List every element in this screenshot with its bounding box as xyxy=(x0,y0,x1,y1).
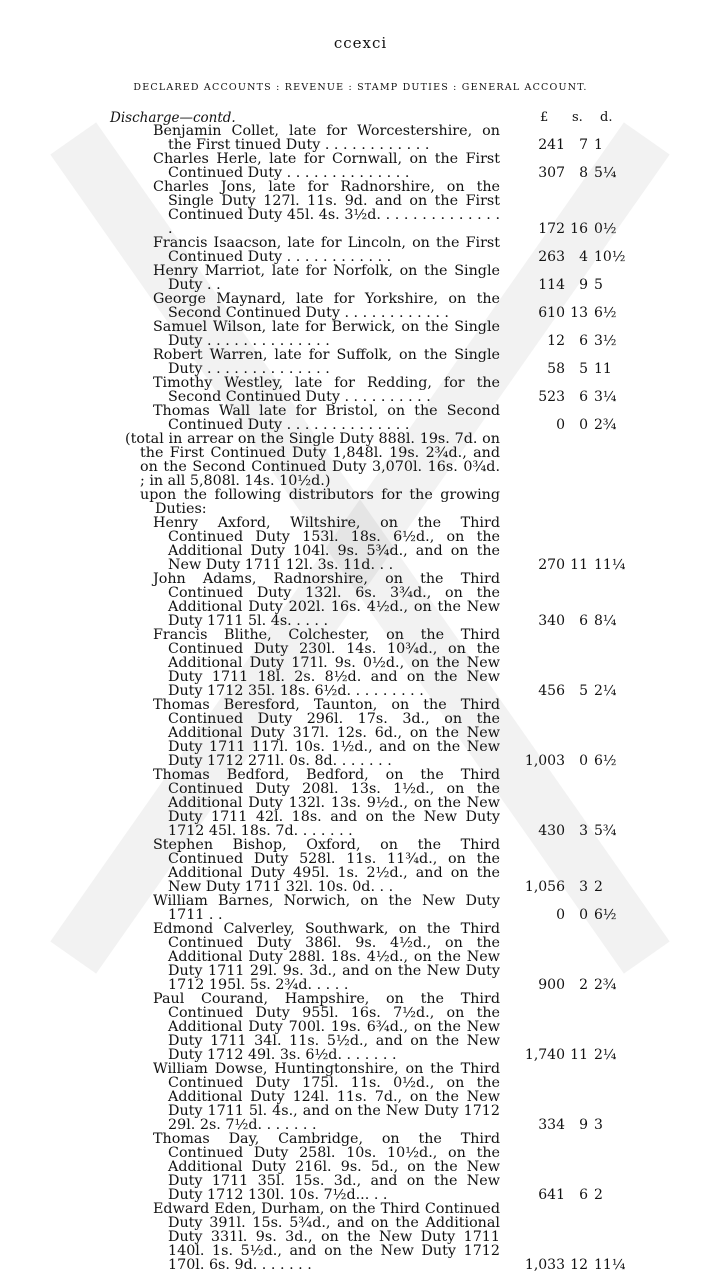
entry-text: Robert Warren, late for Suffolk, on the Single Duty . . . . . . . . . . . . . . xyxy=(153,347,500,377)
account-entry xyxy=(0,572,721,628)
entry-text: Samuel Wilson, late for Berwick, on the Single Duty . . . . . . . . . . . . . . xyxy=(153,319,500,349)
amount-shillings: 11 xyxy=(570,1047,588,1063)
amount-pence: 11¼ xyxy=(594,1257,626,1273)
account-entry xyxy=(0,1202,721,1272)
amount-pounds: 456 xyxy=(538,683,565,699)
amount-pence: 2¼ xyxy=(594,683,617,699)
amount-pounds: 270 xyxy=(538,557,565,573)
amount-pence: 2¼ xyxy=(594,1047,617,1063)
entry-text: Thomas Bedford, Bedford, on the Third Continued Duty 208l. 13s. 1½d., on the Additional Duty 132l. 13s. 9½d., on the New Duty 1711 42l. 18s. and on the New Duty 1712 45l. 18s. 7d. . . . . . . xyxy=(153,767,500,839)
entry-text: Thomas Day, Cambridge, on the Third Continued Duty 258l. 10s. 10½d., on the Additional Duty 216l. 9s. 5d., on the New Duty 1711 35l. 15s. 3d., and on the New Duty 1712 130l. 10s. 7½d... . . xyxy=(153,1131,500,1203)
entry-text: Francis Isaacson, late for Lincoln, on the First Continued Duty . . . . . . . . . . . . xyxy=(153,235,500,265)
amount-pence: 3 xyxy=(594,1117,603,1133)
amount-pounds: 430 xyxy=(538,823,565,839)
page-number: ccexci xyxy=(333,34,388,52)
amount-shillings: 2 xyxy=(579,977,588,993)
account-entry xyxy=(0,376,721,404)
account-entry xyxy=(0,320,721,348)
entry-text: (total in arrear on the Single Duty 888l. 19s. 7d. on the First Continued Duty 1,848l. 19s. 2¾d., and on the Second Continued Duty 3,070l. 16s. 0¾d. ; in all 5,808l. 14s. 10½d.) xyxy=(125,431,500,489)
account-entries xyxy=(0,124,721,1272)
account-entry xyxy=(0,404,721,432)
account-entry xyxy=(0,768,721,838)
entry-text: John Adams, Radnorshire, on the Third Continued Duty 132l. 6s. 3¾d., on the Additional Duty 202l. 16s. 4½d., on the New Duty 1711 5l. 4s. . . . . xyxy=(153,571,500,629)
amount-shillings: 4 xyxy=(579,249,588,265)
amount-pence: 2 xyxy=(594,1187,603,1203)
amount-shillings: 0 xyxy=(579,417,588,433)
entry-text: Stephen Bishop, Oxford, on the Third Continued Duty 528l. 11s. 11¾d., on the Additional Duty 495l. 1s. 2½d., and on the New Duty 1711 32l. 10s. 0d. . . xyxy=(153,837,500,895)
amount-pence: 5¼ xyxy=(594,165,617,181)
amount-shillings: 13 xyxy=(570,305,588,321)
amount-pounds: 241 xyxy=(538,137,565,153)
amount-shillings: 3 xyxy=(579,823,588,839)
account-entry xyxy=(0,488,721,516)
amount-shillings: 12 xyxy=(570,1257,588,1273)
account-entry xyxy=(0,152,721,180)
amount-shillings: 6 xyxy=(579,389,588,405)
entry-text: Thomas Wall late for Bristol, on the Second Continued Duty . . . . . . . . . . . . . . xyxy=(153,403,500,433)
account-entry xyxy=(0,838,721,894)
amount-shillings: 8 xyxy=(579,165,588,181)
amount-pounds: 12 xyxy=(547,333,565,349)
entry-text: William Dowse, Huntingtonshire, on the Third Continued Duty 175l. 11s. 0½d., on the Additional Duty 124l. 11s. 7d., on the New Duty 1711 5l. 4s., and on the New Duty 1712 29l. 2s. 7½d. . . . . . . xyxy=(153,1061,500,1133)
amount-pence: 11 xyxy=(594,361,612,377)
amount-shillings: 5 xyxy=(579,361,588,377)
entry-text: Benjamin Collet, late for Worcestershire, on the First tinued Duty . . . . . . . . . . . . xyxy=(153,123,500,153)
amount-shillings: 7 xyxy=(579,137,588,153)
account-entry xyxy=(0,1132,721,1202)
pounds-column-header: £ xyxy=(540,110,549,125)
amount-shillings: 0 xyxy=(579,753,588,769)
amount-pounds: 334 xyxy=(538,1117,565,1133)
amount-pounds: 340 xyxy=(538,613,565,629)
entry-text: Edmond Calverley, Southwark, on the Third Continued Duty 386l. 9s. 4½d., on the Additional Duty 288l. 18s. 4½d., on the New Duty 1711 29l. 9s. 3d., and on the New Duty 1712 195l. 5s. 2¾d. . . . . xyxy=(153,921,500,993)
entry-text: Francis Blithe, Colchester, on the Third Continued Duty 230l. 14s. 10¾d., on the Additional Duty 171l. 9s. 0½d., on the New Duty 1711 18l. 2s. 8½d. and on the New Duty 1712 35l. 18s. 6½d. . . . . . . . . xyxy=(153,627,500,699)
amount-shillings: 11 xyxy=(570,557,588,573)
amount-pence: 5¾ xyxy=(594,823,617,839)
shillings-column-header: s. xyxy=(572,110,583,125)
account-entry xyxy=(0,292,721,320)
account-entry xyxy=(0,236,721,264)
entry-text: George Maynard, late for Yorkshire, on the Second Continued Duty . . . . . . . . . . . . xyxy=(153,291,500,321)
amount-shillings: 0 xyxy=(579,907,588,923)
amount-pence: 2¾ xyxy=(594,977,617,993)
amount-pounds: 641 xyxy=(538,1187,565,1203)
running-head: DECLARED ACCOUNTS : REVENUE : STAMP DUTIES : GENERAL ACCOUNT. xyxy=(133,82,588,93)
amount-shillings: 16 xyxy=(570,221,588,237)
entry-text: William Barnes, Norwich, on the New Duty 1711 . . xyxy=(153,893,500,923)
account-entry xyxy=(0,516,721,572)
amount-pence: 5 xyxy=(594,277,603,293)
amount-pence: 1 xyxy=(594,137,603,153)
amount-pence: 6½ xyxy=(594,907,617,923)
amount-pence: 8¼ xyxy=(594,613,617,629)
account-entry xyxy=(0,348,721,376)
amount-pence: 6½ xyxy=(594,305,617,321)
entry-text: upon the following distributors for the growing Duties: xyxy=(140,487,500,517)
amount-pence: 0½ xyxy=(594,221,617,237)
amount-pounds: 0 xyxy=(556,907,565,923)
amount-pounds: 1,740 xyxy=(524,1047,565,1063)
account-entry xyxy=(0,628,721,698)
amount-shillings: 3 xyxy=(579,879,588,895)
entry-text: Paul Courand, Hampshire, on the Third Continued Duty 955l. 16s. 7½d., on the Additional Duty 700l. 19s. 6¾d., on the New Duty 1711 34l. 11s. 5½d., and on the New Duty 1712 49l. 3s. 6½d. . . . . . . xyxy=(153,991,500,1063)
entry-text: Henry Marriot, late for Norfolk, on the Single Duty . . xyxy=(153,263,500,293)
amount-shillings: 5 xyxy=(579,683,588,699)
entry-text: Thomas Beresford, Taunton, on the Third Continued Duty 296l. 17s. 3d., on the Additional Duty 317l. 12s. 6d., on the New Duty 1711 117l. 10s. 1½d., and on the New Duty 1712 271l. 0s. 8d. . . . . . . xyxy=(153,697,500,769)
amount-pounds: 900 xyxy=(538,977,565,993)
entry-text: Edward Eden, Durham, on the Third Continued Duty 391l. 15s. 5¾d., and on the Additional Duty 331l. 9s. 3d., on the New Duty 1711 140l. 1s. 5½d., and on the New Duty 1712 170l. 6s. 9d. . . . . . . xyxy=(153,1201,500,1273)
amount-pounds: 1,003 xyxy=(524,753,565,769)
account-entry xyxy=(0,698,721,768)
account-entry xyxy=(0,180,721,236)
amount-pounds: 0 xyxy=(556,417,565,433)
amount-pounds: 523 xyxy=(538,389,565,405)
amount-pence: 3¼ xyxy=(594,389,617,405)
amount-pounds: 114 xyxy=(538,277,565,293)
amount-pounds: 1,033 xyxy=(524,1257,565,1273)
amount-pence: 2 xyxy=(594,879,603,895)
amount-pounds: 263 xyxy=(538,249,565,265)
amount-pounds: 58 xyxy=(547,361,565,377)
amount-shillings: 6 xyxy=(579,333,588,349)
entry-text: Charles Herle, late for Cornwall, on the First Continued Duty . . . . . . . . . . . . . . xyxy=(153,151,500,181)
account-entry xyxy=(0,1062,721,1132)
amount-shillings: 9 xyxy=(579,277,588,293)
amount-pounds: 1,056 xyxy=(524,879,565,895)
amount-pence: 6½ xyxy=(594,753,617,769)
account-entry xyxy=(0,894,721,922)
account-entry xyxy=(0,992,721,1062)
amount-pounds: 307 xyxy=(538,165,565,181)
entry-text: Henry Axford, Wiltshire, on the Third Continued Duty 153l. 18s. 6½d., on the Additional Duty 104l. 9s. 5¾d., and on the New Duty 1711 12l. 3s. 11d. . . xyxy=(153,515,500,573)
amount-shillings: 6 xyxy=(579,613,588,629)
account-entry xyxy=(0,264,721,292)
amount-pounds: 172 xyxy=(538,221,565,237)
amount-pounds: 610 xyxy=(538,305,565,321)
account-entry xyxy=(0,432,721,488)
amount-shillings: 6 xyxy=(579,1187,588,1203)
account-entry xyxy=(0,124,721,152)
amount-pence: 10½ xyxy=(594,249,626,265)
amount-pence: 11¼ xyxy=(594,557,626,573)
pence-column-header: d. xyxy=(600,110,613,125)
entry-text: Charles Jons, late for Radnorshire, on the Single Duty 127l. 11s. 9d. and on the First Continued Duty 45l. 4s. 3½d. . . . . . . . . . . . . . . xyxy=(153,179,500,237)
section-heading: Discharge—contd. xyxy=(110,110,236,126)
account-entry xyxy=(0,922,721,992)
amount-pence: 3½ xyxy=(594,333,617,349)
amount-pence: 2¾ xyxy=(594,417,617,433)
entry-text: Timothy Westley, late for Redding, for the Second Continued Duty . . . . . . . . . . xyxy=(153,375,500,405)
amount-shillings: 9 xyxy=(579,1117,588,1133)
